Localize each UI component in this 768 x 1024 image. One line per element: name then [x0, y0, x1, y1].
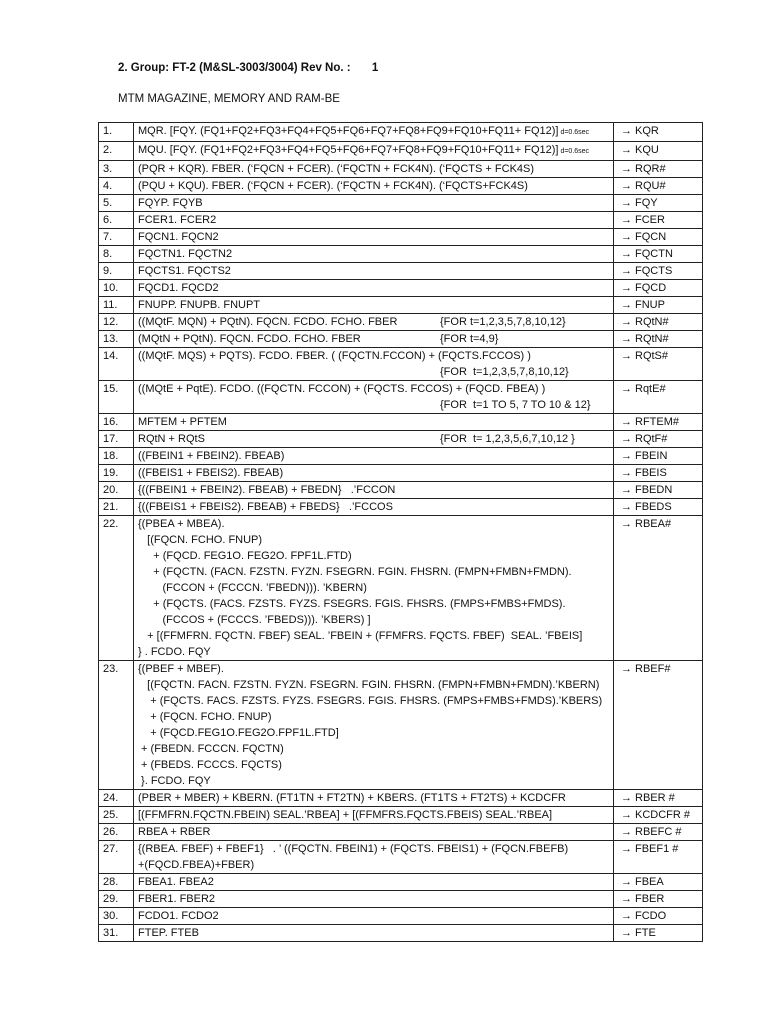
row-number: 6.	[99, 212, 134, 229]
row-expression	[134, 807, 614, 824]
expression-line: +(FQCD.FBEA)+FBER)	[138, 859, 255, 871]
table-row	[99, 297, 703, 314]
row-expression	[134, 516, 614, 661]
arrow-icon: →	[621, 180, 632, 192]
expression-line: (FCCOS + (FCCCS. ’FBEDS))). ’KBERS) ]	[138, 614, 371, 626]
logic-table-body	[99, 123, 703, 942]
expression-line: {(PBEF + MBEF).	[138, 663, 224, 675]
result-value: RBEA#	[635, 518, 672, 530]
arrow-icon: →	[621, 144, 632, 156]
expression-line: FTEP. FTEB	[138, 927, 199, 939]
result-value: RBEF#	[635, 663, 671, 675]
table-row	[99, 212, 703, 229]
rev-value: 1	[371, 62, 379, 74]
table-row	[99, 925, 703, 942]
result-value: RQtS#	[635, 350, 669, 362]
row-result	[614, 482, 703, 499]
arrow-icon: →	[621, 350, 632, 362]
expression-line: FBEA1. FBEA2	[138, 876, 214, 888]
row-number: 15.	[99, 381, 134, 414]
row-expression	[134, 246, 614, 263]
row-result	[614, 246, 703, 263]
table-row	[99, 431, 703, 448]
logic-table	[98, 122, 703, 942]
arrow-icon: →	[621, 197, 632, 209]
expression-line: + (FBEDN. FCCCN. FQCTN)	[138, 743, 284, 755]
expression-line: MQU. [FQY. (FQ1+FQ2+FQ3+FQ4+FQ5+FQ6+FQ7+FQ8+FQ9+FQ10+FQ11+ FQ12)] d=0.6sec	[138, 144, 590, 156]
row-result	[614, 263, 703, 280]
row-number: 9.	[99, 263, 134, 280]
result-value: FQY	[635, 197, 658, 209]
arrow-icon: →	[621, 248, 632, 260]
expression-line: (MQtN + PQtN). FQCN. FCDO. FCHO. FBER {FOR t=4,9}	[138, 333, 499, 345]
expression-line: + (FQCN. FCHO. FNUP)	[138, 711, 272, 723]
expression-line: (FCCON + (FCCCN. ’FBEDN))). ’KBERN)	[138, 582, 367, 594]
row-expression	[134, 874, 614, 891]
expression-line: {((FBEIN1 + FBEIN2). FBEAB) + FBEDN} .’FCCON	[138, 484, 396, 496]
row-expression	[134, 482, 614, 499]
arrow-icon: →	[621, 450, 632, 462]
row-expression	[134, 465, 614, 482]
row-number: 26.	[99, 824, 134, 841]
row-number: 28.	[99, 874, 134, 891]
row-number: 10.	[99, 280, 134, 297]
arrow-icon: →	[621, 163, 632, 175]
row-expression	[134, 314, 614, 331]
delay-subscript: d=0.6sec	[558, 148, 590, 155]
arrow-icon: →	[621, 416, 632, 428]
expression-line: FQCTN1. FQCTN2	[138, 248, 233, 260]
row-result	[614, 123, 703, 142]
expression-line: FBER1. FBER2	[138, 893, 216, 905]
row-result	[614, 229, 703, 246]
arrow-icon: →	[621, 214, 632, 226]
row-expression	[134, 448, 614, 465]
row-result	[614, 178, 703, 195]
row-number: 11.	[99, 297, 134, 314]
delay-subscript: d=0.6sec	[558, 129, 590, 136]
row-number: 30.	[99, 908, 134, 925]
row-number: 25.	[99, 807, 134, 824]
table-row	[99, 142, 703, 161]
row-result	[614, 874, 703, 891]
table-row	[99, 414, 703, 431]
row-expression	[134, 790, 614, 807]
row-number: 14.	[99, 348, 134, 381]
row-result	[614, 331, 703, 348]
table-row	[99, 331, 703, 348]
row-expression	[134, 178, 614, 195]
row-expression	[134, 661, 614, 790]
row-expression	[134, 414, 614, 431]
table-row	[99, 229, 703, 246]
arrow-icon: →	[621, 910, 632, 922]
table-row	[99, 263, 703, 280]
row-result	[614, 661, 703, 790]
row-result	[614, 314, 703, 331]
expression-line: ((MQtF. MQN) + PQtN). FQCN. FCDO. FCHO. FBER {FOR t=1,2,3,5,7,8,10,12}	[138, 316, 566, 328]
expression-line: }. FCDO. FQY	[138, 775, 211, 787]
arrow-icon: →	[621, 518, 632, 530]
row-expression	[134, 348, 614, 381]
row-expression	[134, 824, 614, 841]
row-result	[614, 516, 703, 661]
table-row	[99, 891, 703, 908]
expression-line: FCER1. FCER2	[138, 214, 217, 226]
expression-line: (PBER + MBER) + KBERN. (FT1TN + FT2TN) + KBERS. (FT1TS + FT2TS) + KCDCFR	[138, 792, 566, 804]
row-result	[614, 195, 703, 212]
table-row	[99, 280, 703, 297]
expression-line: (PQU + KQU). FBER. (‘FQCN + FCER). (‘FQCTN + FCK4N). (‘FQCTS+FCK4S)	[138, 180, 528, 192]
row-number: 29.	[99, 891, 134, 908]
expression-line: + (FQCTS. (FACS. FZSTS. FYZS. FSEGRS. FGIS. FHSRS. (FMPS+FMBS+FMDS).	[138, 598, 566, 610]
row-expression	[134, 142, 614, 161]
arrow-icon: →	[621, 316, 632, 328]
for-condition: {FOR t= 1,2,3,5,6,7,10,12 }	[440, 433, 575, 445]
row-result	[614, 448, 703, 465]
expression-line: {(RBEA. FBEF) + FBEF1} . ’ ((FQCTN. FBEIN1) + (FQCTS. FBEIS1) + (FQCN.FBEFB)	[138, 843, 569, 855]
row-number: 31.	[99, 925, 134, 942]
row-result	[614, 824, 703, 841]
result-value: RQU#	[635, 180, 666, 192]
expression-line: RQtN + RQtS {FOR t= 1,2,3,5,6,7,10,12 }	[138, 433, 575, 445]
expression-line: ((MQtF. MQS) + PQTS). FCDO. FBER. ( (FQCTN.FCCON) + (FQCTS.FCCOS) )	[138, 350, 531, 362]
result-value: RFTEM#	[635, 416, 679, 428]
table-row	[99, 841, 703, 874]
row-result	[614, 431, 703, 448]
arrow-icon: →	[621, 893, 632, 905]
arrow-icon: →	[621, 843, 632, 855]
expression-line: FQYP. FQYB	[138, 197, 203, 209]
row-number: 20.	[99, 482, 134, 499]
arrow-icon: →	[621, 299, 632, 311]
row-expression	[134, 908, 614, 925]
result-value: FQCD	[635, 282, 667, 294]
row-expression	[134, 123, 614, 142]
row-number: 22.	[99, 516, 134, 661]
row-result	[614, 212, 703, 229]
row-number: 18.	[99, 448, 134, 465]
result-value: RBEFC #	[635, 826, 682, 838]
arrow-icon: →	[621, 501, 632, 513]
row-number: 8.	[99, 246, 134, 263]
arrow-icon: →	[621, 826, 632, 838]
arrow-icon: →	[621, 383, 632, 395]
row-result	[614, 499, 703, 516]
result-value: FTE	[635, 927, 656, 939]
row-number: 5.	[99, 195, 134, 212]
row-number: 17.	[99, 431, 134, 448]
result-value: FQCTS	[635, 265, 673, 277]
arrow-icon: →	[621, 125, 632, 137]
expression-line: [(FFMFRN.FQCTN.FBEIN) SEAL.’RBEA] + [(FFMFRS.FQCTS.FBEIS) SEAL.’RBEA]	[138, 809, 553, 821]
expression-line: [(FQCTN. FACN. FZSTN. FYZN. FSEGRN. FGIN. FHSRN. (FMPN+FMBN+FMDN).’KBERN)	[138, 679, 600, 691]
result-value: FCER	[635, 214, 665, 226]
arrow-icon: →	[621, 265, 632, 277]
row-expression	[134, 891, 614, 908]
row-expression	[134, 280, 614, 297]
row-number: 3.	[99, 161, 134, 178]
table-row	[99, 314, 703, 331]
expression-line: ((FBEIS1 + FBEIS2). FBEAB)	[138, 467, 284, 479]
row-number: 1.	[99, 123, 134, 142]
table-row	[99, 516, 703, 661]
row-expression	[134, 195, 614, 212]
expression-line: FQCTS1. FQCTS2	[138, 265, 231, 277]
expression-line: [(FQCN. FCHO. FNUP)	[138, 534, 263, 546]
row-expression	[134, 229, 614, 246]
table-row	[99, 874, 703, 891]
arrow-icon: →	[621, 663, 632, 675]
arrow-icon: →	[621, 927, 632, 939]
row-expression	[134, 925, 614, 942]
expression-line: + (FQCD.FEG1O.FEG2O.FPF1L.FTD]	[138, 727, 339, 739]
expression-line: FQCN1. FQCN2	[138, 231, 219, 243]
expression-line: {((FBEIS1 + FBEIS2). FBEAB) + FBEDS} .’FCCOS	[138, 501, 393, 513]
expression-line: ((MQtE + PqtE). FCDO. ((FQCTN. FCCON) + (FQCTS. FCCOS) + (FQCD. FBEA) )	[138, 383, 546, 395]
for-condition: {FOR t=1,2,3,5,7,8,10,12}	[440, 366, 569, 378]
for-condition: {FOR t=4,9}	[440, 333, 499, 345]
arrow-icon: →	[621, 876, 632, 888]
group-heading	[118, 62, 378, 74]
table-row	[99, 661, 703, 790]
result-value: FBEDS	[635, 501, 672, 513]
table-row	[99, 195, 703, 212]
row-result	[614, 297, 703, 314]
row-expression	[134, 331, 614, 348]
arrow-icon: →	[621, 467, 632, 479]
row-number: 13.	[99, 331, 134, 348]
row-result	[614, 381, 703, 414]
row-number: 16.	[99, 414, 134, 431]
result-value: RQR#	[635, 163, 666, 175]
row-result	[614, 790, 703, 807]
row-number: 24.	[99, 790, 134, 807]
result-value: RBER #	[635, 792, 675, 804]
arrow-icon: →	[621, 484, 632, 496]
table-row	[99, 178, 703, 195]
row-number: 19.	[99, 465, 134, 482]
result-value: RqtE#	[635, 383, 666, 395]
table-row	[99, 807, 703, 824]
row-number: 2.	[99, 142, 134, 161]
result-value: FQCN	[635, 231, 667, 243]
row-expression	[134, 212, 614, 229]
table-row	[99, 348, 703, 381]
result-value: KQU	[635, 144, 659, 156]
expression-line: + (FQCD. FEG1O. FEG2O. FPF1L.FTD)	[138, 550, 352, 562]
expression-line: RBEA + RBER	[138, 826, 211, 838]
row-result	[614, 142, 703, 161]
row-expression	[134, 381, 614, 414]
row-expression	[134, 499, 614, 516]
document-subtitle: MTM MAGAZINE, MEMORY AND RAM-BE	[118, 93, 340, 105]
group-line: 2. Group: FT-2 (M&SL-3003/3004) Rev No. :	[118, 62, 351, 74]
expression-line: + (FQCTN. (FACN. FZSTN. FYZN. FSEGRN. FGIN. FHSRN. (FMPN+FMBN+FMDN).	[138, 566, 572, 578]
row-result	[614, 891, 703, 908]
for-condition: {FOR t=1 TO 5, 7 TO 10 & 12}	[440, 399, 591, 411]
expression-line: FNUPP. FNUPB. FNUPT	[138, 299, 261, 311]
row-number: 21.	[99, 499, 134, 516]
row-result	[614, 280, 703, 297]
table-row	[99, 246, 703, 263]
table-row	[99, 499, 703, 516]
table-row	[99, 790, 703, 807]
row-result	[614, 807, 703, 824]
for-condition: {FOR t=1,2,3,5,7,8,10,12}	[440, 316, 566, 328]
arrow-icon: →	[621, 792, 632, 804]
row-result	[614, 414, 703, 431]
row-result	[614, 841, 703, 874]
result-value: FBEIS	[635, 467, 667, 479]
row-result	[614, 161, 703, 178]
result-value: RQtN#	[635, 333, 669, 345]
result-value: FBEF1 #	[635, 843, 679, 855]
table-row	[99, 161, 703, 178]
expression-line: (PQR + KQR). FBER. (‘FQCN + FCER). (‘FQCTN + FCK4N). (‘FQCTS + FCK4S)	[138, 163, 535, 175]
result-value: FQCTN	[635, 248, 673, 260]
table-row	[99, 448, 703, 465]
row-result	[614, 925, 703, 942]
row-number: 7.	[99, 229, 134, 246]
arrow-icon: →	[621, 333, 632, 345]
expression-line: ((FBEIN1 + FBEIN2). FBEAB)	[138, 450, 285, 462]
result-value: FBEIN	[635, 450, 668, 462]
expression-line: + (FQCTS. FACS. FZSTS. FYZS. FSEGRS. FGIS. FHSRS. (FMPS+FMBS+FMDS).’KBERS)	[138, 695, 603, 707]
row-expression	[134, 841, 614, 874]
result-value: RQtN#	[635, 316, 669, 328]
arrow-icon: →	[621, 231, 632, 243]
result-value: FBER	[635, 893, 665, 905]
table-row	[99, 482, 703, 499]
expression-line: FQCD1. FQCD2	[138, 282, 219, 294]
row-expression	[134, 431, 614, 448]
row-number: 12.	[99, 314, 134, 331]
arrow-icon: →	[621, 433, 632, 445]
arrow-icon: →	[621, 282, 632, 294]
result-value: FBEA	[635, 876, 664, 888]
result-value: RQtF#	[635, 433, 668, 445]
result-value: KQR	[635, 125, 659, 137]
expression-line: } . FCDO. FQY	[138, 646, 211, 658]
row-number: 27.	[99, 841, 134, 874]
expression-line: {(PBEA + MBEA).	[138, 518, 225, 530]
arrow-icon: →	[621, 809, 632, 821]
table-row	[99, 824, 703, 841]
row-result	[614, 348, 703, 381]
row-expression	[134, 263, 614, 280]
table-row	[99, 908, 703, 925]
row-expression	[134, 297, 614, 314]
row-result	[614, 908, 703, 925]
expression-line: + (FBEDS. FCCCS. FQCTS)	[138, 759, 282, 771]
result-value: FCDO	[635, 910, 667, 922]
result-value: FNUP	[635, 299, 665, 311]
expression-line: + [(FFMFRN. FQCTN. FBEF) SEAL. ’FBEIN + (FFMFRS. FQCTS. FBEF) SEAL. ’FBEIS]	[138, 630, 583, 642]
row-number: 23.	[99, 661, 134, 790]
expression-line: FCDO1. FCDO2	[138, 910, 219, 922]
expression-line: MFTEM + PFTEM	[138, 416, 227, 428]
result-value: KCDCFR #	[635, 809, 691, 821]
row-result	[614, 465, 703, 482]
row-number: 4.	[99, 178, 134, 195]
expression-line: MQR. [FQY. (FQ1+FQ2+FQ3+FQ4+FQ5+FQ6+FQ7+FQ8+FQ9+FQ10+FQ11+ FQ12)] d=0.6sec	[138, 125, 590, 137]
row-expression	[134, 161, 614, 178]
table-row	[99, 465, 703, 482]
table-row	[99, 123, 703, 142]
table-row	[99, 381, 703, 414]
result-value: FBEDN	[635, 484, 673, 496]
